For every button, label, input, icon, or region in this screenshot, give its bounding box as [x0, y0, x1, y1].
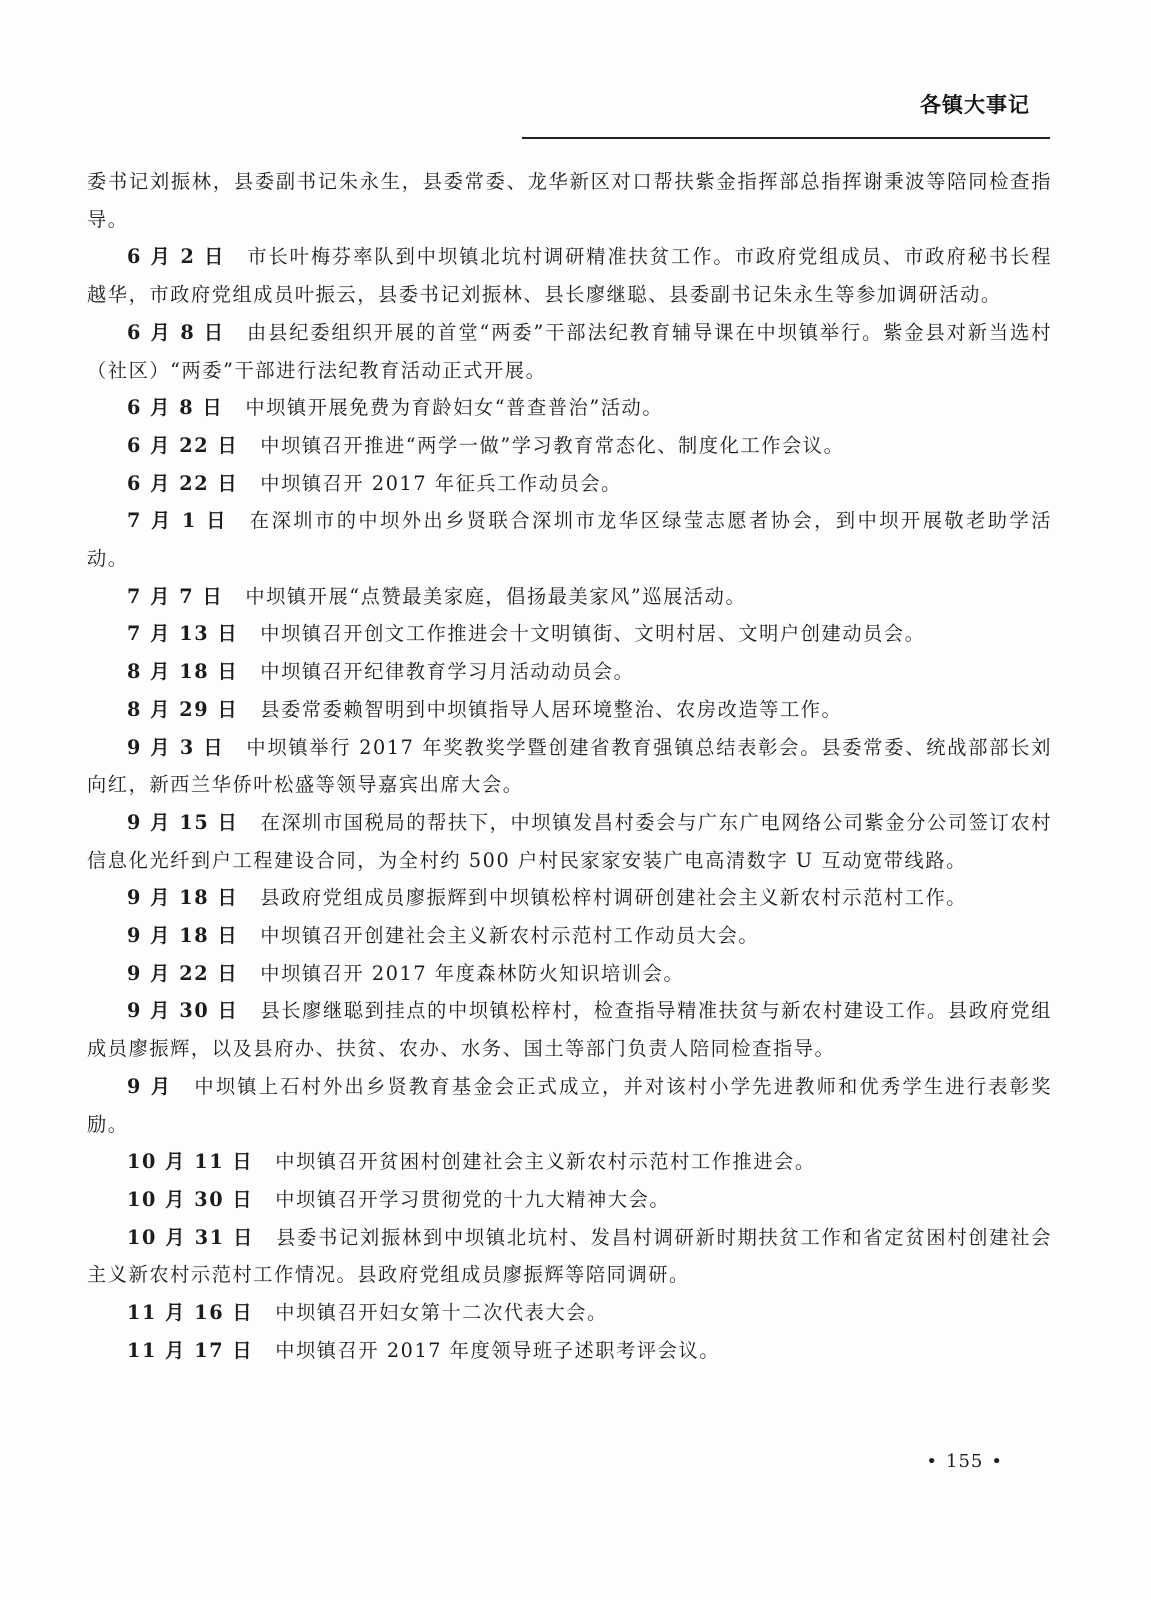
entry-item	[87, 955, 1052, 993]
entry-text: 中坝镇召开推进“两学一做”学习教育常态化、制度化工作会议。	[260, 433, 845, 457]
entry-date: 7 月 1 日	[127, 509, 228, 533]
entry-item	[87, 917, 1052, 955]
page-number	[918, 1451, 1011, 1472]
entry-text: 中坝镇召开创建社会主义新农村示范村工作动员大会。	[260, 924, 760, 948]
entry-text: 中坝镇召开妇女第十二次代表大会。	[275, 1301, 608, 1325]
entry-text: 县长廖继聪到挂点的中坝镇松梓村，检查指导精准扶贫与新农村建设工作。县政府党组成员廖振辉，以及县府办、扶贫、农办、水务、国土等部门负责人陪同检查指导。	[87, 999, 1052, 1061]
entry-item	[87, 653, 1052, 691]
entry-date: 9 月 22 日	[127, 961, 239, 985]
entry-date: 6 月 8 日	[127, 320, 226, 344]
entry-item	[87, 427, 1052, 465]
entry-text: 中坝镇上石村外出乡贤教育基金会正式成立，并对该村小学先进教师和优秀学生进行表彰奖励。	[87, 1074, 1052, 1136]
entry-item	[87, 502, 1052, 577]
entry-date: 9 月 15 日	[127, 810, 239, 834]
entry-text: 在深圳市国税局的帮扶下，中坝镇发昌村委会与广东广电网络公司紫金分公司签订农村信息化光纤到户工程建设合同，为全村约 500 户村民家家安装广电高清数字 U 互动宽带线路。	[87, 810, 1052, 872]
entry-text: 在深圳市的中坝外出乡贤联合深圳市龙华区绿莹志愿者协会，到中坝开展敬老助学活动。	[87, 509, 1052, 571]
entry-date: 9 月 18 日	[127, 886, 239, 910]
entry-date: 6 月 22 日	[127, 433, 239, 457]
entry-text: 中坝镇召开贫困村创建社会主义新农村示范村工作推进会。	[275, 1150, 816, 1174]
entry-text: 中坝镇举行 2017 年奖教奖学暨创建省教育强镇总结表彰会。县委常委、统战部部长刘向红，新西兰华侨叶松盛等领导嘉宾出席大会。	[87, 735, 1052, 797]
entry-item	[87, 615, 1052, 653]
entry-date: 6 月 8 日	[127, 396, 224, 420]
entry-item	[87, 1332, 1052, 1370]
entry-item	[87, 314, 1052, 389]
entry-item	[87, 691, 1052, 729]
entry-text: 县政府党组成员廖振辉到中坝镇松梓村调研创建社会主义新农村示范村工作。	[260, 886, 968, 910]
entry-text: 市长叶梅芬率队到中坝镇北坑村调研精准扶贫工作。市政府党组成员、市政府秘书长程越华，市政府党组成员叶振云，县委书记刘振林、县长廖继聪、县委副书记朱永生等参加调研活动。	[87, 245, 1052, 307]
entry-text: 中坝镇召开纪律教育学习月活动动员会。	[260, 660, 635, 684]
entry-date: 8 月 29 日	[127, 697, 239, 721]
entry-text: 由县纪委组织开展的首堂“两委”干部法纪教育辅导课在中坝镇举行。紫金县对新当选村（社区）“两委”干部进行法纪教育活动正式开展。	[87, 320, 1052, 382]
chronicle-body	[87, 163, 1052, 1370]
page-number-value: 155	[946, 1451, 984, 1472]
entry-date: 9 月	[127, 1074, 173, 1098]
entry-item	[87, 1181, 1052, 1219]
entry-date: 6 月 22 日	[127, 471, 239, 495]
entry-item	[87, 465, 1052, 503]
entry-date: 10 月 31 日	[127, 1225, 255, 1249]
entry-item	[87, 804, 1052, 879]
entry-item	[87, 879, 1052, 917]
page-number-dot-left: •	[926, 1451, 939, 1472]
entry-text: 中坝镇开展“点赞最美家庭，倡扬最美家风”巡展活动。	[245, 584, 747, 608]
entry-text: 中坝镇召开 2017 年度森林防火知识培训会。	[260, 961, 685, 985]
entry-item	[87, 1219, 1052, 1294]
entry-date: 7 月 13 日	[127, 622, 239, 646]
entry-item	[87, 729, 1052, 804]
entry-item	[87, 1294, 1052, 1332]
entry-text: 中坝镇召开 2017 年征兵工作动员会。	[260, 471, 622, 495]
entry-text: 县委书记刘振林到中坝镇北坑村、发昌村调研新时期扶贫工作和省定贫困村创建社会主义新农村示范村工作情况。县政府党组成员廖振辉等陪同调研。	[87, 1225, 1053, 1287]
entry-text: 中坝镇召开学习贯彻党的十九大精神大会。	[275, 1187, 671, 1211]
entry-date: 11 月 17 日	[127, 1338, 254, 1362]
header-rule	[522, 137, 1050, 139]
entry-text: 中坝镇开展免费为育龄妇女“普查普治”活动。	[245, 396, 664, 420]
entry-item	[87, 992, 1052, 1067]
entry-date: 6 月 2 日	[127, 245, 226, 269]
running-header-title: 各镇大事记	[920, 93, 1030, 117]
continuation-paragraph: 委书记刘振林，县委副书记朱永生，县委常委、龙华新区对口帮扶紫金指挥部总指挥谢秉波等陪同检查指导。	[87, 170, 1052, 231]
entry-date: 11 月 16 日	[127, 1301, 254, 1325]
entry-date: 9 月 30 日	[127, 999, 239, 1023]
entry-item	[87, 1068, 1052, 1143]
entry-text: 中坝镇召开创文工作推进会十文明镇街、文明村居、文明户创建动员会。	[260, 622, 926, 646]
entry-date: 9 月 18 日	[127, 924, 239, 948]
entry-date: 10 月 30 日	[127, 1187, 254, 1211]
entry-item	[87, 1143, 1052, 1181]
page-number-dot-right: •	[991, 1451, 1003, 1472]
entry-text: 中坝镇召开 2017 年度领导班子述职考评会议。	[275, 1338, 721, 1362]
entry-text: 县委常委赖智明到中坝镇指导人居环境整治、农房改造等工作。	[260, 697, 843, 721]
entry-date: 7 月 7 日	[127, 584, 224, 608]
entry-item	[87, 389, 1052, 427]
entry-date: 10 月 11 日	[127, 1150, 254, 1174]
entry-item	[87, 578, 1052, 616]
entry-date: 8 月 18 日	[127, 660, 239, 684]
entry-date: 9 月 3 日	[127, 735, 225, 759]
entry-item	[87, 238, 1052, 313]
